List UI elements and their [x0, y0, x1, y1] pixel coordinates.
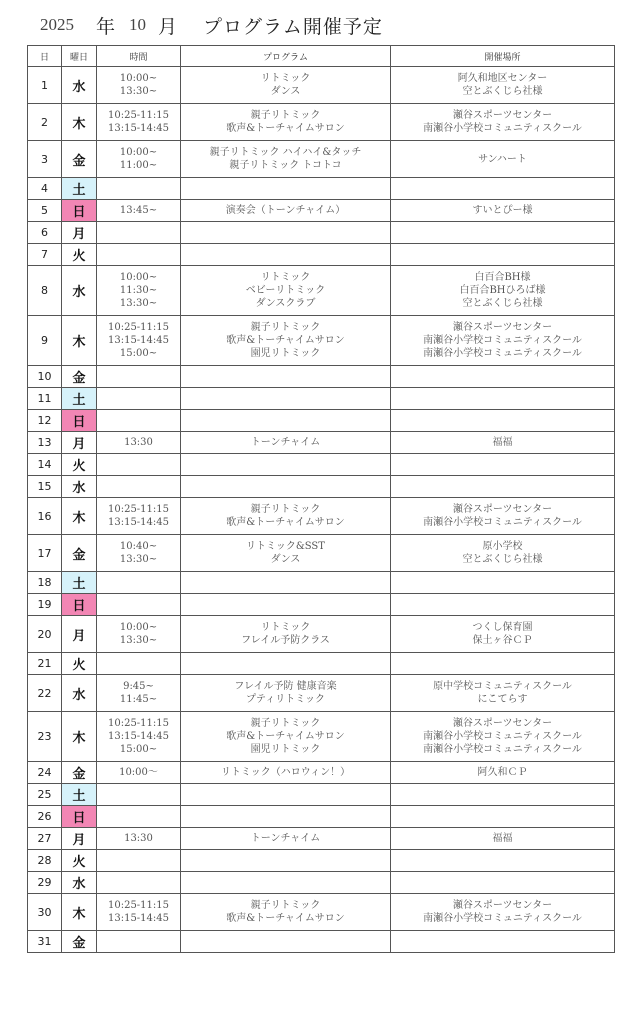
- title-main: プログラム開催予定: [203, 15, 383, 38]
- place-line: 瀬谷スポーツセンター: [452, 504, 553, 515]
- weekday-cell: 金: [62, 535, 97, 572]
- program-line: 歌声&トーチャイムサロン: [226, 335, 345, 346]
- time-cell: [97, 762, 181, 784]
- header-time: 時間: [97, 46, 181, 67]
- weekday-cell: 木: [62, 894, 97, 931]
- table-row: [28, 410, 615, 432]
- day-cell: 26: [28, 806, 62, 828]
- table-row: [28, 572, 615, 594]
- day-cell: 23: [28, 712, 62, 762]
- day-cell: 12: [28, 410, 62, 432]
- program-cell: [181, 594, 391, 616]
- place-line: 保土ヶ谷ＣＰ: [472, 635, 533, 646]
- weekday-cell: 木: [62, 498, 97, 535]
- day-cell: 15: [28, 476, 62, 498]
- program-cell: [181, 366, 391, 388]
- weekday-cell: 土: [62, 572, 97, 594]
- program-cell: [181, 388, 391, 410]
- program-line: トーンチャイム: [250, 437, 321, 448]
- weekday-cell: 月: [62, 222, 97, 244]
- place-cell: [391, 616, 615, 653]
- time-cell: [97, 572, 181, 594]
- place-line: 阿久和地区センター: [457, 73, 548, 84]
- place-cell: [391, 410, 615, 432]
- time-line: 10:25-11:15: [107, 718, 169, 729]
- weekday-cell: 火: [62, 454, 97, 476]
- day-cell: 18: [28, 572, 62, 594]
- day-cell: 29: [28, 872, 62, 894]
- day-cell: 10: [28, 366, 62, 388]
- program-cell: [181, 653, 391, 675]
- program-cell: [181, 828, 391, 850]
- weekday-cell: 金: [62, 931, 97, 953]
- table-row: [28, 653, 615, 675]
- time-cell: [97, 806, 181, 828]
- table-row: [28, 432, 615, 454]
- program-cell: [181, 675, 391, 712]
- table-row: [28, 616, 615, 653]
- time-cell: [97, 200, 181, 222]
- day-cell: 8: [28, 266, 62, 316]
- place-cell: [391, 594, 615, 616]
- time-cell: [97, 244, 181, 266]
- weekday-cell: 水: [62, 872, 97, 894]
- place-line: 南瀬谷小学校コミュニティスクール: [423, 913, 582, 924]
- weekday-cell: 月: [62, 828, 97, 850]
- weekday-cell: 日: [62, 806, 97, 828]
- table-row: [28, 784, 615, 806]
- time-line: 13:30~: [119, 635, 158, 646]
- program-cell: [181, 454, 391, 476]
- table-row: [28, 828, 615, 850]
- time-cell: [97, 410, 181, 432]
- table-row: [28, 141, 615, 178]
- program-cell: [181, 762, 391, 784]
- time-cell: [97, 316, 181, 366]
- program-cell: [181, 141, 391, 178]
- time-cell: [97, 712, 181, 762]
- weekday-cell: 水: [62, 675, 97, 712]
- table-row: [28, 850, 615, 872]
- time-line: 11:45~: [119, 694, 158, 705]
- time-line: 9:45~: [123, 681, 154, 692]
- place-cell: [391, 67, 615, 104]
- table-row: [28, 104, 615, 141]
- header-program: プログラム: [181, 46, 391, 67]
- place-line: 空とぶくじら社様: [462, 298, 543, 309]
- table-row: [28, 712, 615, 762]
- place-line: にこてらす: [477, 694, 528, 705]
- place-cell: [391, 454, 615, 476]
- place-line: 白百合BH様: [474, 272, 531, 283]
- weekday-cell: 日: [62, 200, 97, 222]
- program-cell: [181, 178, 391, 200]
- time-line: 10:25-11:15: [107, 504, 169, 515]
- place-cell: [391, 572, 615, 594]
- program-line: ベビーリトミック: [245, 285, 326, 296]
- place-cell: [391, 535, 615, 572]
- program-cell: [181, 806, 391, 828]
- time-line: 13:30~: [119, 298, 158, 309]
- title-year-unit: 年: [96, 15, 116, 38]
- place-cell: [391, 178, 615, 200]
- header-place: 開催場所: [391, 46, 615, 67]
- schedule-rows: [28, 67, 615, 953]
- table-row: [28, 476, 615, 498]
- time-cell: [97, 616, 181, 653]
- day-cell: 1: [28, 67, 62, 104]
- program-line: リトミック（ハロウィン！）: [220, 767, 351, 778]
- place-line: 南瀬谷小学校コミュニティスクール: [423, 123, 582, 134]
- place-line: 空とぶくじら社様: [462, 86, 543, 97]
- program-cell: [181, 67, 391, 104]
- place-line: サンハート: [478, 153, 527, 165]
- program-line: 歌声&トーチャイムサロン: [226, 731, 345, 742]
- weekday-cell: 木: [62, 104, 97, 141]
- program-line: 園児リトミック: [250, 744, 321, 755]
- program-cell: [181, 872, 391, 894]
- weekday-cell: 土: [62, 178, 97, 200]
- place-cell: [391, 200, 615, 222]
- place-cell: [391, 266, 615, 316]
- place-line: すいとぴー様: [472, 205, 533, 216]
- place-cell: [391, 675, 615, 712]
- time-cell: [97, 894, 181, 931]
- program-cell: [181, 432, 391, 454]
- place-line: つくし保育園: [472, 622, 533, 633]
- day-cell: 28: [28, 850, 62, 872]
- program-cell: [181, 244, 391, 266]
- program-line: リトミック: [260, 622, 311, 633]
- time-line: 13:30: [124, 437, 153, 448]
- program-line: 親子リトミック: [250, 718, 321, 729]
- time-cell: [97, 141, 181, 178]
- time-line: 13:15-14:45: [107, 913, 169, 924]
- place-line: 南瀬谷小学校コミュニティスクール: [423, 517, 582, 528]
- place-cell: [391, 141, 615, 178]
- table-row: [28, 200, 615, 222]
- program-cell: [181, 572, 391, 594]
- time-line: 15:00~: [119, 348, 158, 359]
- weekday-cell: 日: [62, 410, 97, 432]
- day-cell: 27: [28, 828, 62, 850]
- weekday-cell: 月: [62, 616, 97, 653]
- weekday-cell: 水: [62, 266, 97, 316]
- place-line: 南瀬谷小学校コミュニティスクール: [423, 744, 582, 755]
- program-line: ダンス: [270, 554, 301, 565]
- program-line: 歌声&トーチャイムサロン: [226, 517, 345, 528]
- program-line: 歌声&トーチャイムサロン: [226, 123, 345, 134]
- program-cell: [181, 104, 391, 141]
- time-cell: [97, 476, 181, 498]
- table-row: [28, 872, 615, 894]
- time-line: 10:00~: [119, 622, 158, 633]
- table-row: [28, 244, 615, 266]
- time-cell: [97, 178, 181, 200]
- weekday-cell: 日: [62, 594, 97, 616]
- place-cell: [391, 931, 615, 953]
- day-cell: 21: [28, 653, 62, 675]
- time-line: 13:30: [124, 833, 153, 844]
- program-line: 園児リトミック: [250, 348, 321, 359]
- program-line: フレイル予防 健康音楽: [234, 681, 337, 692]
- program-line: 歌声&トーチャイムサロン: [226, 913, 345, 924]
- place-cell: [391, 388, 615, 410]
- program-line: 親子リトミック: [250, 900, 321, 911]
- day-cell: 25: [28, 784, 62, 806]
- program-line: フレイル予防クラス: [241, 635, 330, 646]
- weekday-cell: 月: [62, 432, 97, 454]
- table-row: [28, 762, 615, 784]
- schedule-table: [27, 45, 615, 953]
- page-title: [40, 10, 383, 40]
- place-line: 阿久和ＣＰ: [477, 767, 528, 778]
- time-cell: [97, 432, 181, 454]
- time-line: 13:30~: [119, 554, 158, 565]
- program-line: ダンスクラブ: [255, 298, 316, 309]
- weekday-cell: 水: [62, 476, 97, 498]
- program-line: 親子リトミック: [250, 110, 321, 121]
- program-line: トーンチャイム: [250, 833, 321, 844]
- program-cell: [181, 894, 391, 931]
- day-cell: 19: [28, 594, 62, 616]
- place-line: 福福: [492, 437, 513, 448]
- time-line: 10:25-11:15: [107, 110, 169, 121]
- day-cell: 13: [28, 432, 62, 454]
- time-cell: [97, 67, 181, 104]
- time-cell: [97, 388, 181, 410]
- weekday-cell: 木: [62, 316, 97, 366]
- program-line: 親子リトミック トコトコ: [229, 160, 342, 171]
- day-cell: 5: [28, 200, 62, 222]
- title-month: 10: [129, 15, 147, 34]
- time-line: 13:15-14:45: [107, 731, 169, 742]
- table-row: [28, 366, 615, 388]
- table-row: [28, 675, 615, 712]
- day-cell: 17: [28, 535, 62, 572]
- time-line: 11:30~: [119, 285, 158, 296]
- program-cell: [181, 498, 391, 535]
- program-line: 親子リトミック ハイハイ&タッチ: [209, 147, 362, 158]
- table-row: [28, 388, 615, 410]
- time-cell: [97, 498, 181, 535]
- place-line: 南瀬谷小学校コミュニティスクール: [423, 335, 582, 346]
- place-line: 原小学校: [482, 541, 523, 552]
- day-cell: 24: [28, 762, 62, 784]
- time-line: 10:40~: [119, 541, 158, 552]
- place-cell: [391, 222, 615, 244]
- day-cell: 22: [28, 675, 62, 712]
- day-cell: 31: [28, 931, 62, 953]
- table-row: [28, 316, 615, 366]
- place-line: 南瀬谷小学校コミュニティスクール: [423, 731, 582, 742]
- place-cell: [391, 850, 615, 872]
- day-cell: 20: [28, 616, 62, 653]
- header-weekday: 曜日: [62, 46, 97, 67]
- time-cell: [97, 675, 181, 712]
- table-row: [28, 178, 615, 200]
- day-cell: 2: [28, 104, 62, 141]
- place-line: 福福: [492, 833, 513, 844]
- table-header-row: [28, 46, 615, 67]
- program-line: 親子リトミック: [250, 322, 321, 333]
- time-line: 10:00~: [119, 272, 158, 283]
- title-year: 2025: [40, 15, 74, 34]
- place-line: 瀬谷スポーツセンター: [452, 110, 553, 121]
- place-cell: [391, 244, 615, 266]
- time-cell: [97, 931, 181, 953]
- time-cell: [97, 454, 181, 476]
- time-line: 10:00～: [119, 767, 158, 778]
- program-line: リトミック: [260, 272, 311, 283]
- table-row: [28, 894, 615, 931]
- place-cell: [391, 894, 615, 931]
- header-day: 日: [28, 46, 62, 67]
- time-cell: [97, 828, 181, 850]
- day-cell: 3: [28, 141, 62, 178]
- place-line: 白百合BHひろば様: [459, 285, 546, 296]
- time-line: 13:15-14:45: [107, 517, 169, 528]
- time-line: 10:25-11:15: [107, 322, 169, 333]
- program-line: 親子リトミック: [250, 504, 321, 515]
- place-cell: [391, 476, 615, 498]
- place-cell: [391, 366, 615, 388]
- day-cell: 6: [28, 222, 62, 244]
- weekday-cell: 火: [62, 850, 97, 872]
- time-line: 13:15-14:45: [107, 123, 169, 134]
- place-cell: [391, 806, 615, 828]
- time-line: 13:45~: [119, 205, 158, 216]
- time-cell: [97, 850, 181, 872]
- program-line: リトミック: [260, 73, 311, 84]
- time-line: 15:00~: [119, 744, 158, 755]
- time-line: 13:30~: [119, 86, 158, 97]
- time-line: 11:00~: [119, 160, 158, 171]
- table-row: [28, 806, 615, 828]
- time-line: 10:00~: [119, 147, 158, 158]
- weekday-cell: 火: [62, 653, 97, 675]
- place-line: 原中学校コミュニティスクール: [433, 681, 572, 692]
- day-cell: 30: [28, 894, 62, 931]
- time-line: 10:25-11:15: [107, 900, 169, 911]
- place-cell: [391, 712, 615, 762]
- place-cell: [391, 872, 615, 894]
- time-line: 13:15-14:45: [107, 335, 169, 346]
- day-cell: 7: [28, 244, 62, 266]
- program-cell: [181, 316, 391, 366]
- time-cell: [97, 594, 181, 616]
- table-row: [28, 266, 615, 316]
- weekday-cell: 木: [62, 712, 97, 762]
- time-line: 10:00~: [119, 73, 158, 84]
- table-row: [28, 594, 615, 616]
- table-row: [28, 222, 615, 244]
- place-line: 瀬谷スポーツセンター: [452, 718, 553, 729]
- time-cell: [97, 366, 181, 388]
- program-line: ダンス: [270, 86, 301, 97]
- day-cell: 14: [28, 454, 62, 476]
- time-cell: [97, 535, 181, 572]
- table-row: [28, 67, 615, 104]
- program-cell: [181, 222, 391, 244]
- table-row: [28, 535, 615, 572]
- program-cell: [181, 476, 391, 498]
- weekday-cell: 金: [62, 762, 97, 784]
- program-cell: [181, 712, 391, 762]
- program-cell: [181, 200, 391, 222]
- program-cell: [181, 616, 391, 653]
- time-cell: [97, 222, 181, 244]
- weekday-cell: 土: [62, 388, 97, 410]
- place-cell: [391, 784, 615, 806]
- weekday-cell: 土: [62, 784, 97, 806]
- table-row: [28, 454, 615, 476]
- time-cell: [97, 266, 181, 316]
- program-cell: [181, 266, 391, 316]
- place-cell: [391, 104, 615, 141]
- place-cell: [391, 653, 615, 675]
- table-row: [28, 931, 615, 953]
- program-cell: [181, 535, 391, 572]
- table-row: [28, 498, 615, 535]
- place-cell: [391, 498, 615, 535]
- place-cell: [391, 762, 615, 784]
- place-cell: [391, 828, 615, 850]
- program-cell: [181, 850, 391, 872]
- weekday-cell: 水: [62, 67, 97, 104]
- program-cell: [181, 784, 391, 806]
- time-cell: [97, 872, 181, 894]
- day-cell: 11: [28, 388, 62, 410]
- program-cell: [181, 931, 391, 953]
- place-line: 瀬谷スポーツセンター: [452, 900, 553, 911]
- day-cell: 4: [28, 178, 62, 200]
- program-cell: [181, 410, 391, 432]
- place-cell: [391, 432, 615, 454]
- weekday-cell: 金: [62, 141, 97, 178]
- title-month-unit: 月: [158, 15, 178, 38]
- place-line: 瀬谷スポーツセンター: [452, 322, 553, 333]
- place-line: 空とぶくじら社様: [462, 554, 543, 565]
- weekday-cell: 火: [62, 244, 97, 266]
- program-line: リトミック&SST: [246, 541, 325, 552]
- time-cell: [97, 653, 181, 675]
- time-cell: [97, 784, 181, 806]
- program-line: 演奏会（トーンチャイム）: [225, 205, 346, 216]
- weekday-cell: 金: [62, 366, 97, 388]
- time-cell: [97, 104, 181, 141]
- program-line: プティリトミック: [246, 694, 325, 705]
- day-cell: 9: [28, 316, 62, 366]
- day-cell: 16: [28, 498, 62, 535]
- place-line: 南瀬谷小学校コミュニティスクール: [423, 348, 582, 359]
- place-cell: [391, 316, 615, 366]
